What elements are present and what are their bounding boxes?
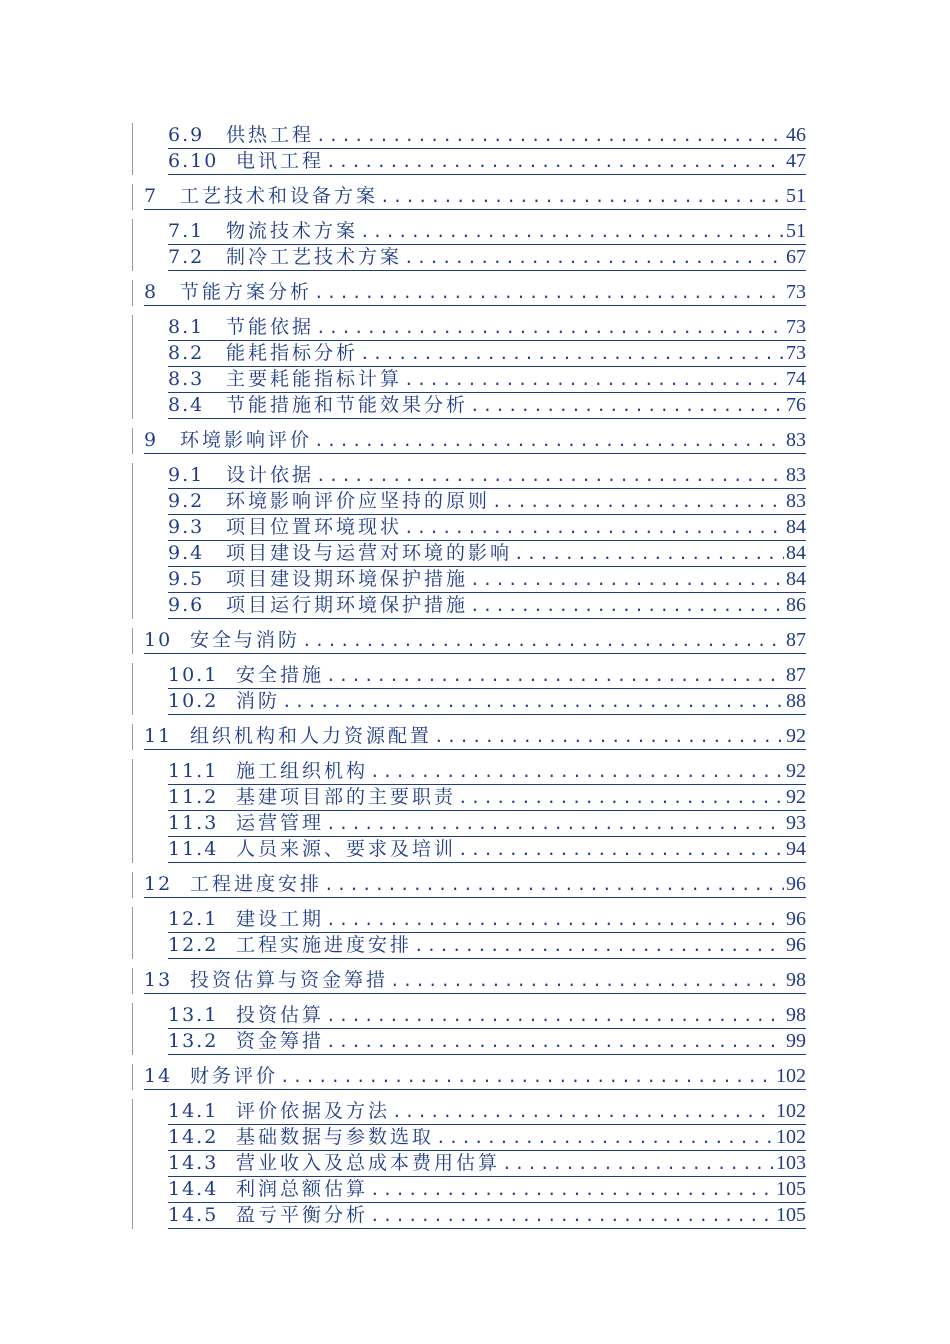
table-of-contents (132, 123, 806, 1238)
toc-section-link[interactable] (168, 123, 806, 149)
toc-dot-leader (360, 219, 784, 244)
toc-entry-number: 14.2 (168, 1126, 219, 1148)
toc-entry-title: 投资估算与资金筹措 (190, 969, 389, 991)
toc-section-link[interactable] (168, 367, 806, 393)
toc-entry-title: 环境影响评价应坚持的原则 (226, 490, 491, 512)
toc-page-number: 76 (786, 394, 806, 416)
toc-entry-title: 项目建设期环境保护措施 (226, 568, 469, 590)
toc-group (132, 463, 806, 619)
toc-dot-leader (458, 785, 784, 810)
toc-entry-title: 项目运行期环境保护措施 (226, 594, 469, 616)
toc-dot-leader (314, 280, 784, 305)
toc-page-number: 92 (786, 760, 806, 782)
toc-entry-number: 14.4 (168, 1178, 219, 1200)
toc-dot-leader (326, 1003, 784, 1028)
toc-group (132, 628, 806, 654)
toc-dot-leader (316, 463, 784, 488)
toc-entry-number: 13.1 (168, 1004, 219, 1026)
toc-entry-title: 节能措施和节能效果分析 (226, 394, 469, 416)
toc-page-number: 94 (786, 838, 806, 860)
toc-section-link[interactable] (168, 785, 806, 811)
toc-entry-title: 供热工程 (226, 124, 315, 146)
toc-entry-title: 财务评价 (190, 1065, 279, 1087)
toc-entry-title: 工程进度安排 (190, 873, 323, 895)
toc-entry-title: 工程实施进度安排 (236, 934, 413, 956)
toc-entry-title: 消防 (236, 690, 281, 712)
toc-entry-number: 11.2 (168, 786, 219, 808)
toc-section-link[interactable] (168, 245, 806, 271)
toc-entry-number: 9 (144, 429, 159, 451)
toc-dot-leader (392, 1099, 774, 1124)
toc-dot-leader (470, 593, 784, 618)
toc-group (132, 1003, 806, 1055)
toc-section-link[interactable] (168, 759, 806, 785)
toc-entry-number: 14.1 (168, 1100, 219, 1122)
toc-entry-title: 资金筹措 (236, 1030, 325, 1052)
toc-dot-leader (280, 1064, 774, 1089)
toc-dot-leader (380, 184, 784, 209)
toc-section-link[interactable] (168, 811, 806, 837)
toc-entry-title: 项目位置环境现状 (226, 516, 403, 538)
toc-chapter-link[interactable] (144, 872, 806, 898)
toc-group (132, 428, 806, 454)
toc-page-number: 102 (776, 1100, 806, 1122)
toc-dot-leader (326, 663, 784, 688)
toc-page-number: 73 (786, 316, 806, 338)
toc-entry-number: 7.2 (168, 246, 205, 268)
toc-entry-number: 13.2 (168, 1030, 219, 1052)
toc-entry-title: 节能方案分析 (180, 281, 313, 303)
toc-chapter-link[interactable] (144, 428, 806, 454)
toc-group (132, 724, 806, 750)
toc-section-link[interactable] (168, 393, 806, 419)
toc-chapter-link[interactable] (144, 184, 806, 210)
toc-page-number: 105 (776, 1204, 806, 1226)
toc-entry-number: 8.3 (168, 368, 205, 390)
toc-entry-title: 建设工期 (236, 908, 325, 930)
toc-page-number: 86 (786, 594, 806, 616)
toc-page-number: 83 (786, 429, 806, 451)
toc-entry-number: 7 (144, 185, 159, 207)
toc-entry-title: 基建项目部的主要职责 (236, 786, 457, 808)
toc-entry-title: 能耗指标分析 (226, 342, 359, 364)
toc-chapter-link[interactable] (144, 1064, 806, 1090)
toc-dot-leader (404, 515, 784, 540)
toc-page-number: 105 (776, 1178, 806, 1200)
toc-entry-title: 利润总额估算 (236, 1178, 369, 1200)
toc-page-number: 92 (786, 725, 806, 747)
toc-entry-number: 9.5 (168, 568, 205, 590)
toc-page-number: 51 (786, 185, 806, 207)
toc-page-number: 98 (786, 969, 806, 991)
toc-entry-title: 设计依据 (226, 464, 315, 486)
toc-entry-number: 8 (144, 281, 159, 303)
toc-page-number: 102 (776, 1126, 806, 1148)
toc-entry-title: 主要耗能指标计算 (226, 368, 403, 390)
toc-page-number: 83 (786, 464, 806, 486)
toc-page-number: 99 (786, 1030, 806, 1052)
toc-section-link[interactable] (168, 837, 806, 863)
toc-page-number: 67 (786, 246, 806, 268)
toc-section-link[interactable] (168, 663, 806, 689)
toc-entry-number: 11.3 (168, 812, 219, 834)
toc-group (132, 968, 806, 994)
toc-group (132, 663, 806, 715)
toc-entry-number: 7.1 (168, 220, 205, 242)
toc-page-number: 84 (786, 568, 806, 590)
toc-entry-number: 10.2 (168, 690, 219, 712)
toc-dot-leader (404, 367, 784, 392)
toc-entry-number: 12.1 (168, 908, 219, 930)
toc-entry-title: 节能依据 (226, 316, 315, 338)
toc-entry-number: 9.3 (168, 516, 205, 538)
toc-dot-leader (326, 149, 784, 174)
toc-dot-leader (326, 907, 784, 932)
toc-entry-number: 6.9 (168, 124, 205, 146)
toc-dot-leader (370, 759, 784, 784)
toc-group (132, 219, 806, 271)
toc-chapter-link[interactable] (144, 628, 806, 654)
toc-page-number: 103 (776, 1152, 806, 1174)
toc-entry-title: 电讯工程 (236, 150, 325, 172)
toc-chapter-link[interactable] (144, 280, 806, 306)
toc-page-number: 96 (786, 873, 806, 895)
toc-entry-number: 12 (144, 873, 173, 895)
toc-entry-number: 13 (144, 969, 173, 991)
toc-entry-title: 环境影响评价 (180, 429, 313, 451)
toc-dot-leader (434, 724, 784, 749)
toc-section-link[interactable] (168, 463, 806, 489)
toc-entry-number: 14.5 (168, 1204, 219, 1226)
toc-entry-number: 9.2 (168, 490, 205, 512)
toc-entry-number: 14.3 (168, 1152, 219, 1174)
toc-section-link[interactable] (168, 515, 806, 541)
toc-group (132, 123, 806, 175)
toc-entry-number: 9.1 (168, 464, 205, 486)
toc-entry-number: 9.6 (168, 594, 205, 616)
toc-section-link[interactable] (168, 1029, 806, 1055)
toc-page-number: 73 (786, 281, 806, 303)
toc-entry-title: 项目建设与运营对环境的影响 (226, 542, 513, 564)
toc-entry-number: 6.10 (168, 150, 219, 172)
toc-entry-title: 盈亏平衡分析 (236, 1204, 369, 1226)
toc-dot-leader (302, 628, 784, 653)
toc-section-link[interactable] (168, 489, 806, 515)
toc-dot-leader (404, 245, 784, 270)
toc-dot-leader (282, 689, 784, 714)
toc-dot-leader (502, 1151, 774, 1176)
toc-section-link[interactable] (168, 689, 806, 715)
toc-page-number: 96 (786, 934, 806, 956)
toc-section-link[interactable] (168, 1151, 806, 1177)
toc-page-number: 102 (776, 1065, 806, 1087)
toc-entry-title: 安全与消防 (190, 629, 301, 651)
toc-page-number: 84 (786, 542, 806, 564)
toc-page-number: 51 (786, 220, 806, 242)
toc-entry-number: 11.4 (168, 838, 219, 860)
toc-page-number: 96 (786, 908, 806, 930)
toc-dot-leader (314, 428, 784, 453)
toc-section-link[interactable] (168, 1125, 806, 1151)
toc-entry-title: 运营管理 (236, 812, 325, 834)
toc-entry-title: 人员来源、要求及培训 (236, 838, 457, 860)
toc-section-link[interactable] (168, 1003, 806, 1029)
toc-dot-leader (370, 1177, 774, 1202)
toc-section-link[interactable] (168, 315, 806, 341)
toc-page-number: 74 (786, 368, 806, 390)
toc-page-number: 87 (786, 664, 806, 686)
toc-dot-leader (414, 933, 784, 958)
toc-page-number: 93 (786, 812, 806, 834)
toc-group (132, 1099, 806, 1229)
toc-section-link[interactable] (168, 593, 806, 619)
toc-group (132, 280, 806, 306)
toc-entry-title: 安全措施 (236, 664, 325, 686)
toc-section-link[interactable] (168, 219, 806, 245)
toc-page-number: 47 (786, 150, 806, 172)
toc-dot-leader (370, 1203, 774, 1228)
toc-dot-leader (316, 123, 784, 148)
toc-entry-number: 12.2 (168, 934, 219, 956)
toc-entry-number: 14 (144, 1065, 173, 1087)
toc-entry-number: 11.1 (168, 760, 219, 782)
toc-page-number: 88 (786, 690, 806, 712)
toc-entry-title: 基础数据与参数选取 (236, 1126, 435, 1148)
toc-dot-leader (492, 489, 784, 514)
toc-page-number: 83 (786, 490, 806, 512)
toc-section-link[interactable] (168, 1203, 806, 1229)
toc-entry-title: 评价依据及方法 (236, 1100, 391, 1122)
toc-entry-number: 11 (144, 725, 173, 747)
toc-entry-number: 8.4 (168, 394, 205, 416)
toc-section-link[interactable] (168, 567, 806, 593)
toc-entry-title: 施工组织机构 (236, 760, 369, 782)
toc-page-number: 84 (786, 516, 806, 538)
toc-dot-leader (326, 1029, 784, 1054)
toc-group (132, 872, 806, 898)
toc-dot-leader (390, 968, 784, 993)
toc-page-number: 46 (786, 124, 806, 146)
toc-entry-title: 营业收入及总成本费用估算 (236, 1152, 501, 1174)
toc-entry-title: 工艺技术和设备方案 (180, 185, 379, 207)
toc-section-link[interactable] (168, 541, 806, 567)
toc-entry-number: 8.1 (168, 316, 205, 338)
toc-dot-leader (470, 393, 784, 418)
toc-entry-title: 投资估算 (236, 1004, 325, 1026)
toc-entry-number: 9.4 (168, 542, 205, 564)
toc-section-link[interactable] (168, 1177, 806, 1203)
toc-section-link[interactable] (168, 907, 806, 933)
toc-chapter-link[interactable] (144, 724, 806, 750)
toc-dot-leader (470, 567, 784, 592)
toc-group (132, 759, 806, 863)
toc-group (132, 1064, 806, 1090)
toc-page-number: 73 (786, 342, 806, 364)
toc-dot-leader (514, 541, 784, 566)
toc-group (132, 907, 806, 959)
toc-dot-leader (458, 837, 784, 862)
toc-entry-number: 10.1 (168, 664, 219, 686)
toc-page-number: 98 (786, 1004, 806, 1026)
toc-dot-leader (326, 811, 784, 836)
toc-dot-leader (360, 341, 784, 366)
toc-entry-title: 物流技术方案 (226, 220, 359, 242)
toc-entry-number: 10 (144, 629, 173, 651)
toc-section-link[interactable] (168, 341, 806, 367)
toc-chapter-link[interactable] (144, 968, 806, 994)
toc-section-link[interactable] (168, 149, 806, 175)
toc-dot-leader (324, 872, 784, 897)
toc-entry-number: 8.2 (168, 342, 205, 364)
toc-section-link[interactable] (168, 933, 806, 959)
toc-entry-title: 制冷工艺技术方案 (226, 246, 403, 268)
toc-group (132, 315, 806, 419)
toc-group (132, 184, 806, 210)
toc-page-number: 92 (786, 786, 806, 808)
toc-entry-title: 组织机构和人力资源配置 (190, 725, 433, 747)
toc-section-link[interactable] (168, 1099, 806, 1125)
toc-dot-leader (436, 1125, 774, 1150)
toc-dot-leader (316, 315, 784, 340)
toc-page-number: 87 (786, 629, 806, 651)
